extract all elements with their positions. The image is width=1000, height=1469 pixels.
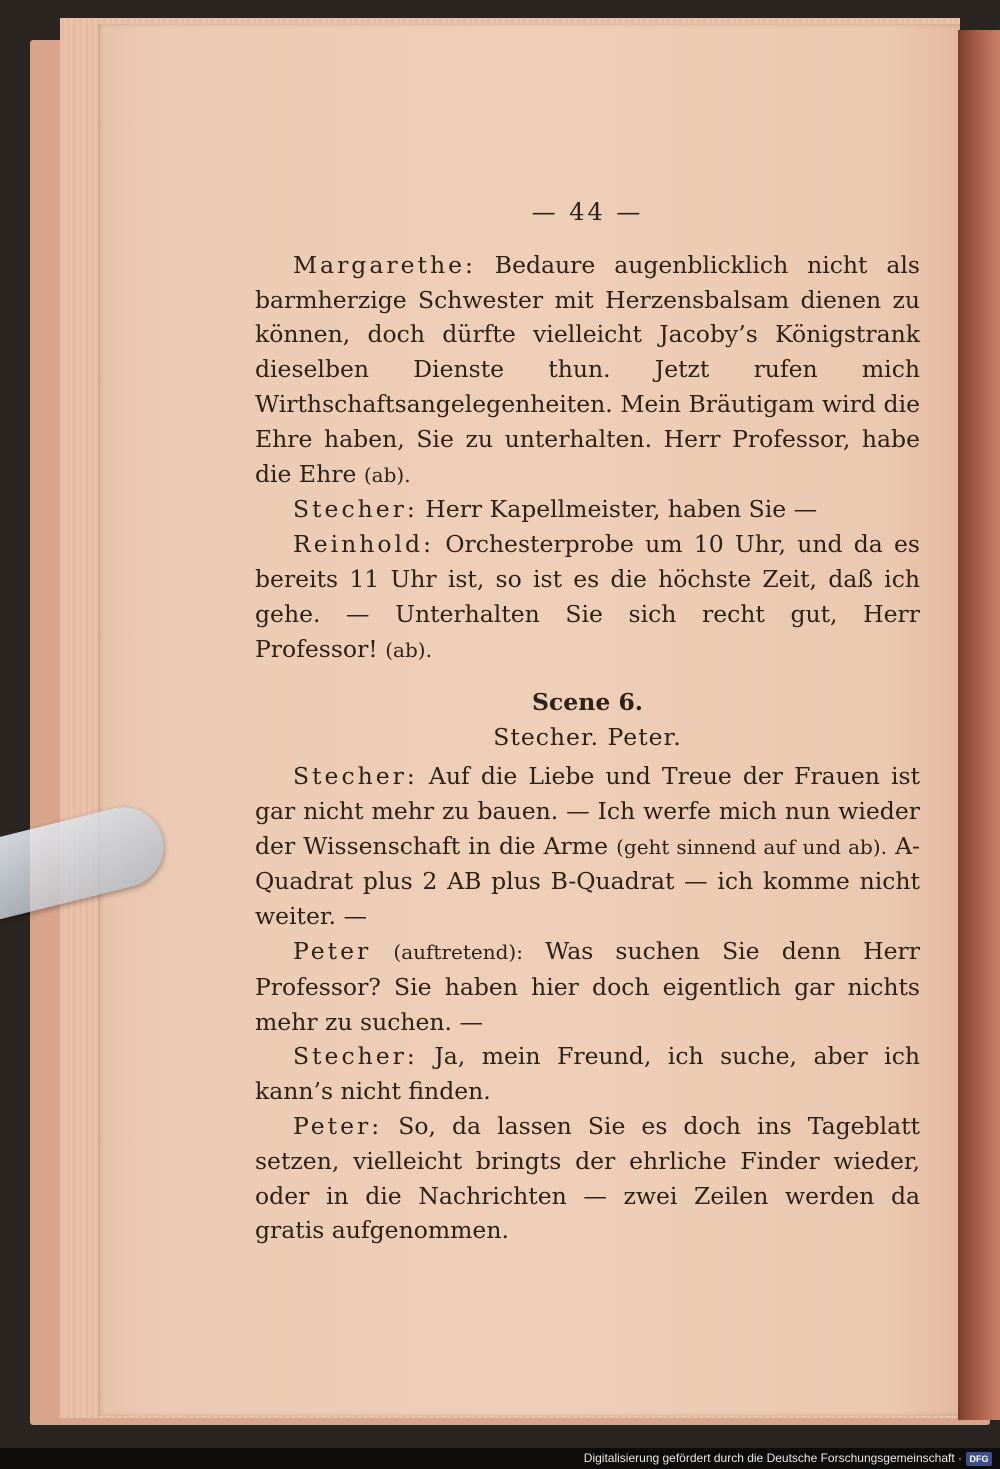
dfg-logo-icon: DFG <box>966 1452 992 1466</box>
paragraph <box>255 1039 920 1109</box>
speaker: Peter: <box>293 1111 383 1140</box>
page-number: — 44 — <box>531 198 644 226</box>
paragraph <box>255 934 920 1039</box>
speaker: Reinhold: <box>293 530 435 559</box>
dialogue-tail: A-Quadrat plus 2 AB plus B-Quadrat — ich komme nicht weiter. — <box>255 831 920 931</box>
dialogue: Orchesterprobe um 10 Uhr, und da es bereits 11 Uhr ist, so ist es die höchste Zeit, daß ich gehe. — Unterhalten Sie sich recht gut, Herr Professor! <box>255 530 920 663</box>
speaker: Stecher: <box>293 1042 418 1071</box>
stage-direction: (geht sinnend auf und ab). <box>616 834 887 859</box>
paragraph <box>255 1109 920 1248</box>
paragraph <box>255 248 920 493</box>
dialogue: Bedaure augenblicklich nicht als barmherzige Schwester mit Herzensbalsam dienen zu können, doch dürfte vielleicht Jacoby’s Königstrank dieselben Dienste thun. Jetzt rufen mich Wirthschaftsangelegenheiten. Mein Bräutigam wird die Ehre haben, Sie zu unterhalten. Herr Professor, habe die Ehre <box>255 250 920 488</box>
speaker: Stecher: <box>293 495 418 524</box>
paragraph <box>255 759 920 934</box>
dialogue: Herr Kapellmeister, haben Sie — <box>425 495 818 524</box>
page-clip <box>0 780 180 930</box>
dialogue: So, da lassen Sie es doch ins Tageblatt setzen, vielleicht bringts der ehrliche Finder wieder, oder in die Nachrichten — zwei Zeilen werden da gratis aufgenommen. <box>255 1111 920 1245</box>
stage-direction: (ab). <box>385 637 432 662</box>
stage-direction: (auftretend): <box>393 939 523 964</box>
speaker: Margarethe: <box>293 250 476 279</box>
page-text <box>255 195 920 1248</box>
speaker: Stecher: <box>293 761 418 790</box>
book-edge <box>958 30 1000 1420</box>
paragraph <box>255 527 920 667</box>
speaker: Peter <box>293 936 372 965</box>
scene-title: Scene 6. <box>532 688 643 717</box>
stage-direction: (ab). <box>363 462 411 487</box>
dialogue: Was suchen Sie denn Herr Professor? Sie haben hier doch eigentlich gar nichts mehr zu suchen. — <box>255 936 920 1036</box>
footer-credit: Digitalisierung gefördert durch die Deutsche Forschungsgemeinschaft · <box>583 1451 962 1465</box>
scene-cast: Stecher. Peter. <box>493 723 682 752</box>
dialogue: Auf die Liebe und Treue der Frauen ist gar nicht mehr zu bauen. — Ich werfe mich nun wieder der Wissenschaft in die Arme <box>255 761 920 860</box>
dialogue: Ja, mein Freund, ich suche, aber ich kann’s nicht finden. <box>255 1042 920 1106</box>
clip-shape <box>0 799 172 921</box>
footer-bar <box>0 1448 1000 1469</box>
paragraph <box>255 492 920 527</box>
